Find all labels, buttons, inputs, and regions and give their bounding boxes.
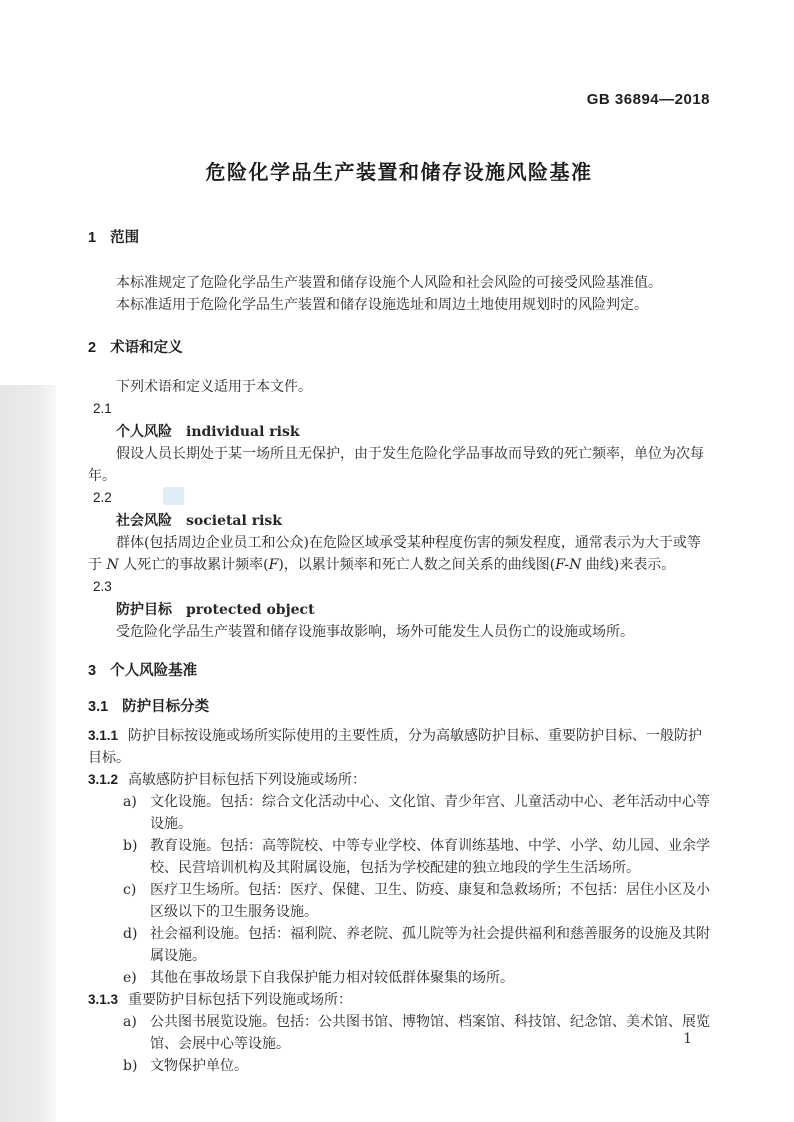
def-variable: F-N (555, 557, 582, 573)
paragraph-number: 3.1.3 (88, 992, 119, 1007)
clause-number: 3.1 (88, 699, 109, 715)
list-item-text: 社会福利设施。包括：福利院、养老院、孤儿院等为社会提供福利和慈善服务的设施及其附属设施。 (150, 926, 710, 964)
document-title: 危险化学品生产装置和储存设施风险基准 (205, 162, 593, 184)
paragraph-number: 3.1.1 (88, 728, 119, 743)
term-definition: 受危险化学品生产装置和储存设施事故影响，场外可能发生人员伤亡的设施或场所。 (116, 624, 634, 640)
list-item (88, 879, 710, 923)
clause-number: 2 (88, 340, 97, 356)
term-zh-label: 防护目标 (116, 601, 172, 617)
term-heading (88, 509, 710, 532)
term-number: 2.3 (93, 579, 112, 594)
paragraph-text: 防护目标按设施或场所实际使用的主要性质，分为高敏感防护目标、重要防护目标、一般防护目标。 (88, 728, 703, 766)
numbered-paragraph-3-1-1 (88, 725, 710, 769)
clause-title: 防护目标分类 (122, 699, 210, 715)
list-item (88, 835, 710, 879)
clause-1-heading (88, 228, 710, 248)
list-item-label: b) (123, 1058, 138, 1074)
term-heading (88, 598, 710, 621)
term-heading (88, 420, 710, 443)
scope-paragraph: 本标准规定了危险化学品生产装置和储存设施个人风险和社会风险的可接受风险基准值。 (116, 275, 662, 291)
def-text-part: )，以累计频率和死亡人数之间关系的曲线图( (278, 557, 556, 573)
paragraph-number: 3.1.2 (88, 772, 119, 787)
clause-title: 范围 (110, 230, 140, 246)
term-number: 2.2 (93, 490, 112, 505)
clause-title: 术语和定义 (110, 340, 183, 356)
scope-paragraph: 本标准适用于危险化学品生产装置和储存设施选址和周边土地使用规划时的风险判定。 (116, 297, 648, 313)
clause-title: 个人风险基准 (110, 663, 198, 679)
standard-number: GB 36894—2018 (586, 91, 710, 108)
term-en-label: protected object (186, 602, 315, 618)
list-item-label: b) (123, 838, 138, 854)
term-en-label: societal risk (186, 513, 282, 529)
list-item-label: c) (123, 882, 137, 898)
list-item-label: e) (123, 970, 137, 986)
list-item-text: 其他在事故场景下自我保护能力相对较低群体聚集的场所。 (150, 970, 514, 986)
list-item-text: 医疗卫生场所。包括：医疗、保健、卫生、防疫、康复和急救场所；不包括：居住小区及小区级以下的卫生服务设施。 (150, 882, 710, 920)
list-item (88, 967, 710, 989)
paragraph-text: 高敏感防护目标包括下列设施或场所： (128, 772, 367, 788)
list-item-label: a) (123, 794, 137, 810)
term-en-label: individual risk (186, 424, 300, 440)
terms-intro: 下列术语和定义适用于本文件。 (116, 379, 312, 395)
list-item-label: d) (123, 926, 138, 942)
clause-3-heading (88, 661, 710, 681)
def-text-part: 人死亡的事故累计频率( (118, 557, 269, 573)
list-item-text: 教育设施。包括：高等院校、中等专业学校、体育训练基地、中学、小学、幼儿园、业余学校、民营培训机构及其附属设施，包括为学校配建的独立地段的学生生活场所。 (150, 838, 710, 876)
paragraph-text: 重要防护目标包括下列设施或场所： (128, 992, 353, 1008)
def-variable: N (106, 557, 119, 573)
list-item-text: 文化设施。包括：综合文化活动中心、文化馆、青少年宫、儿童活动中心、老年活动中心等设施。 (150, 794, 710, 832)
page-number: 1 (683, 1031, 692, 1047)
clause-number: 3 (88, 663, 97, 679)
numbered-paragraph-3-1-3 (88, 989, 710, 1011)
term-number: 2.1 (93, 401, 112, 416)
term-zh-label: 个人风险 (116, 423, 172, 439)
clause-number: 1 (88, 230, 97, 246)
list-item-label: a) (123, 1014, 137, 1030)
clause-2-heading (88, 338, 710, 358)
list-item (88, 791, 710, 835)
list-item (88, 1055, 710, 1077)
list-item-text: 公共图书展览设施。包括：公共图书馆、博物馆、档案馆、科技馆、纪念馆、美术馆、展览馆、会展中心等设施。 (150, 1014, 710, 1052)
clause-3-1-heading (88, 697, 710, 717)
term-definition (88, 532, 710, 576)
list-item (88, 923, 710, 967)
numbered-paragraph-3-1-2 (88, 769, 710, 791)
def-text-part: 曲线)来表示。 (581, 557, 676, 573)
def-variable: F (268, 557, 279, 573)
term-zh-label: 社会风险 (116, 512, 172, 528)
def-text-part: 群体(包括周边企业员工和公众)在危险区域承受某种程度伤害的频发程度，通常表示为大于或等于 (88, 535, 701, 573)
list-item (88, 1011, 710, 1055)
term-definition: 假设人员长期处于某一场所且无保护，由于发生危险化学品事故而导致的死亡频率，单位为次每年。 (88, 446, 704, 484)
list-item-text: 文物保护单位。 (150, 1058, 248, 1074)
